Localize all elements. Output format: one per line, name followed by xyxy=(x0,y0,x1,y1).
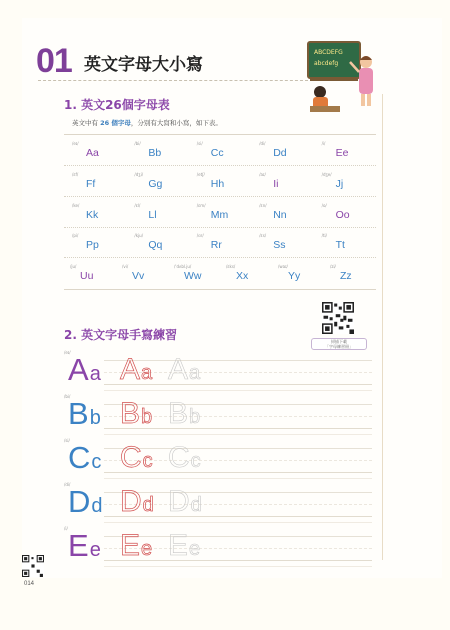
trace-letters-faint-upper: A xyxy=(168,353,189,386)
alphabet-table xyxy=(64,134,376,290)
alphabet-cell xyxy=(189,197,251,227)
letter-pair: Xx xyxy=(236,270,249,283)
trace-letters-faint[interactable] xyxy=(168,531,200,564)
letter-pair: Gg xyxy=(148,177,163,190)
phonetic-label: /aɪ/ xyxy=(259,171,266,177)
chapter-number: 01 xyxy=(36,42,72,80)
phonetic-label: /di/ xyxy=(259,141,266,146)
guide-line xyxy=(104,522,372,523)
chapter-title: 英文字母大小寫 xyxy=(84,55,203,75)
practice-row xyxy=(64,526,372,570)
trace-letters-dotted-upper: A xyxy=(120,353,141,386)
trace-letters-dotted-upper: E xyxy=(120,529,141,562)
letter-pair: Ss xyxy=(273,239,286,252)
letter-pair: Jj xyxy=(335,177,344,190)
alphabet-cell xyxy=(272,258,324,288)
alphabet-cell xyxy=(314,227,376,257)
model-uppercase: B xyxy=(68,396,89,431)
board-text-1: ABCDEFG xyxy=(314,49,343,56)
alphabet-cell xyxy=(314,135,376,165)
phonetic-label: /ˈdʌbl.ju/ xyxy=(174,264,192,270)
letter-pair: Cc xyxy=(210,147,224,159)
alphabet-cell xyxy=(189,135,251,165)
trace-letters-dotted-lower: d xyxy=(142,494,154,516)
trace-letters-faint-upper: E xyxy=(168,529,189,562)
letter-pair: Mm xyxy=(210,208,229,221)
phonetic-label: /ɑr/ xyxy=(196,233,204,239)
practice-phonetic: /i/ xyxy=(64,526,68,531)
page-qr-code-icon[interactable] xyxy=(22,555,44,577)
phonetic-label: /ɛn/ xyxy=(259,202,267,208)
alphabet-cell xyxy=(324,258,376,288)
practice-phonetic: /si/ xyxy=(64,438,70,443)
trace-letters-dotted[interactable] xyxy=(120,487,154,520)
phonetic-label: /eɪ/ xyxy=(72,141,79,146)
alphabet-cell xyxy=(64,258,116,288)
phonetic-label: /ɛl/ xyxy=(134,202,141,208)
alphabet-cell xyxy=(251,166,313,196)
alphabet-cell xyxy=(126,166,188,196)
model-letters xyxy=(68,528,101,565)
practice-row xyxy=(64,438,372,482)
alphabet-cell xyxy=(64,135,126,165)
letter-pair: Oo xyxy=(335,208,350,221)
trace-letters-faint-lower: b xyxy=(189,406,201,428)
phonetic-label: /dʒi/ xyxy=(134,171,144,177)
trace-letters-dotted-upper: B xyxy=(120,397,141,430)
qr-caption xyxy=(311,338,367,350)
model-letters xyxy=(68,396,101,433)
model-lowercase: a xyxy=(89,363,101,385)
alphabet-cell xyxy=(126,135,188,165)
letter-pair: Ee xyxy=(335,147,349,159)
alphabet-cell xyxy=(64,166,126,196)
alphabet-cell xyxy=(126,227,188,257)
guide-line xyxy=(104,478,372,479)
phonetic-label: /zi/ xyxy=(330,264,336,270)
phonetic-label: /si/ xyxy=(196,141,203,146)
phonetic-label: /i/ xyxy=(321,141,326,146)
handwriting-practice xyxy=(64,350,372,570)
alphabet-row xyxy=(64,258,376,288)
section1-title: 1. 英文26個字母表 xyxy=(64,98,170,112)
practice-row xyxy=(64,482,372,526)
model-lowercase: b xyxy=(89,407,101,429)
trace-letters-faint-lower: c xyxy=(190,450,201,472)
alphabet-cell xyxy=(189,166,251,196)
phonetic-label: /kju/ xyxy=(134,233,144,239)
model-uppercase: C xyxy=(68,440,91,475)
practice-row xyxy=(64,394,372,438)
trace-letters-faint-lower: a xyxy=(189,362,201,384)
trace-letters-dotted[interactable] xyxy=(120,399,152,432)
phonetic-label: /ɛm/ xyxy=(196,202,206,208)
alphabet-cell xyxy=(116,258,168,288)
section1-intro xyxy=(72,118,222,127)
guide-line xyxy=(104,434,372,435)
trace-letters-dotted-upper: D xyxy=(120,485,142,518)
phonetic-label: /ɛf/ xyxy=(72,171,79,177)
qr-caption-line2: 「字母練習冊」 xyxy=(325,344,353,349)
trace-letters-dotted[interactable] xyxy=(120,443,153,476)
letter-pair: Uu xyxy=(80,270,94,283)
trace-letters-dotted[interactable] xyxy=(120,531,152,564)
letter-pair: Dd xyxy=(273,147,287,159)
trace-letters-dotted-lower: b xyxy=(141,406,153,428)
trace-letters-dotted-lower: c xyxy=(142,450,153,472)
trace-letters-dotted-upper: C xyxy=(120,441,142,474)
alphabet-cell xyxy=(126,197,188,227)
letter-pair: Rr xyxy=(210,239,222,252)
trace-letters-faint-upper: D xyxy=(168,485,190,518)
alphabet-cell xyxy=(251,227,313,257)
trace-letters-faint-lower: d xyxy=(190,494,202,516)
phonetic-label: /ɛs/ xyxy=(259,233,267,239)
phonetic-label: /bi/ xyxy=(134,141,141,146)
alphabet-cell xyxy=(314,197,376,227)
alphabet-cell xyxy=(64,227,126,257)
practice-phonetic: /eɪ/ xyxy=(64,350,71,355)
model-letters xyxy=(68,352,101,389)
model-letters xyxy=(68,484,103,521)
model-lowercase: d xyxy=(91,495,103,517)
trace-letters-faint[interactable] xyxy=(168,399,200,432)
letter-pair: Hh xyxy=(210,177,225,190)
trace-letters-faint-upper: C xyxy=(168,441,190,474)
model-uppercase: A xyxy=(68,352,89,387)
intro-text-post: ，分別有大寫和小寫，如下表。 xyxy=(130,119,222,127)
phonetic-label: /ti/ xyxy=(321,233,327,239)
alphabet-row xyxy=(64,135,376,166)
phonetic-label: /ɛks/ xyxy=(226,264,236,270)
alphabet-cell xyxy=(251,197,313,227)
alphabet-cell xyxy=(189,227,251,257)
practice-phonetic: /di/ xyxy=(64,482,71,487)
letter-pair: Ww xyxy=(184,270,202,283)
page-side-rule xyxy=(382,94,383,560)
model-lowercase: c xyxy=(91,451,102,473)
guide-line xyxy=(104,390,372,391)
qr-code-icon[interactable] xyxy=(322,302,354,334)
section2-title: 2. 英文字母手寫練習 xyxy=(64,328,178,342)
model-lowercase: e xyxy=(89,539,101,561)
alphabet-cell xyxy=(168,258,220,288)
alphabet-row xyxy=(64,227,376,258)
letter-pair: Zz xyxy=(340,270,352,283)
phonetic-label: /etʃ/ xyxy=(196,171,205,177)
guide-line xyxy=(104,566,372,567)
letter-pair: Kk xyxy=(86,208,99,221)
letter-pair: Vv xyxy=(132,270,145,283)
phonetic-label: /ke/ xyxy=(72,202,80,208)
alphabet-cell xyxy=(314,166,376,196)
letter-pair: Pp xyxy=(86,239,99,252)
title-divider xyxy=(38,80,308,81)
intro-text-pre: 英文中有 xyxy=(72,119,98,127)
letter-pair: Aa xyxy=(86,147,99,159)
intro-highlight: 26 個字母 xyxy=(100,119,131,127)
letter-pair: Ll xyxy=(148,208,157,221)
trace-letters-faint[interactable] xyxy=(168,487,202,520)
phonetic-label: /o/ xyxy=(321,202,327,208)
letter-pair: Ii xyxy=(273,177,279,190)
practice-phonetic: /bi/ xyxy=(64,394,71,399)
letter-pair: Tt xyxy=(335,239,345,252)
letter-pair: Yy xyxy=(288,270,301,283)
model-uppercase: E xyxy=(68,528,89,563)
alphabet-cell xyxy=(251,135,313,165)
phonetic-label: /waɪ/ xyxy=(278,264,288,270)
practice-row xyxy=(64,350,372,394)
trace-letters-dotted-lower: e xyxy=(141,538,153,560)
model-uppercase: D xyxy=(68,484,91,519)
qr-caption-line1: 掃描下載 xyxy=(331,339,347,344)
board-text-2: abcdefg xyxy=(314,60,339,67)
trace-letters-faint[interactable] xyxy=(168,355,200,388)
letter-pair: Ff xyxy=(86,177,96,190)
phonetic-label: /pi/ xyxy=(72,233,79,239)
phonetic-label: /dʒe/ xyxy=(321,171,332,177)
alphabet-row xyxy=(64,197,376,228)
alphabet-cell xyxy=(220,258,272,288)
trace-letters-faint-upper: B xyxy=(168,397,189,430)
alphabet-row xyxy=(64,166,376,197)
trace-letters-faint-lower: e xyxy=(189,538,201,560)
phonetic-label: /vi/ xyxy=(122,264,129,270)
trace-letters-dotted[interactable] xyxy=(120,355,152,388)
teacher-blackboard-illustration xyxy=(306,40,382,114)
trace-letters-dotted-lower: a xyxy=(141,362,153,384)
alphabet-cell xyxy=(64,197,126,227)
model-letters xyxy=(68,440,102,477)
page-number: 014 xyxy=(24,581,35,587)
letter-pair: Qq xyxy=(148,239,163,252)
phonetic-label: /ju/ xyxy=(70,264,77,270)
letter-pair: Bb xyxy=(148,147,162,159)
letter-pair: Nn xyxy=(273,208,287,221)
trace-letters-faint[interactable] xyxy=(168,443,201,476)
